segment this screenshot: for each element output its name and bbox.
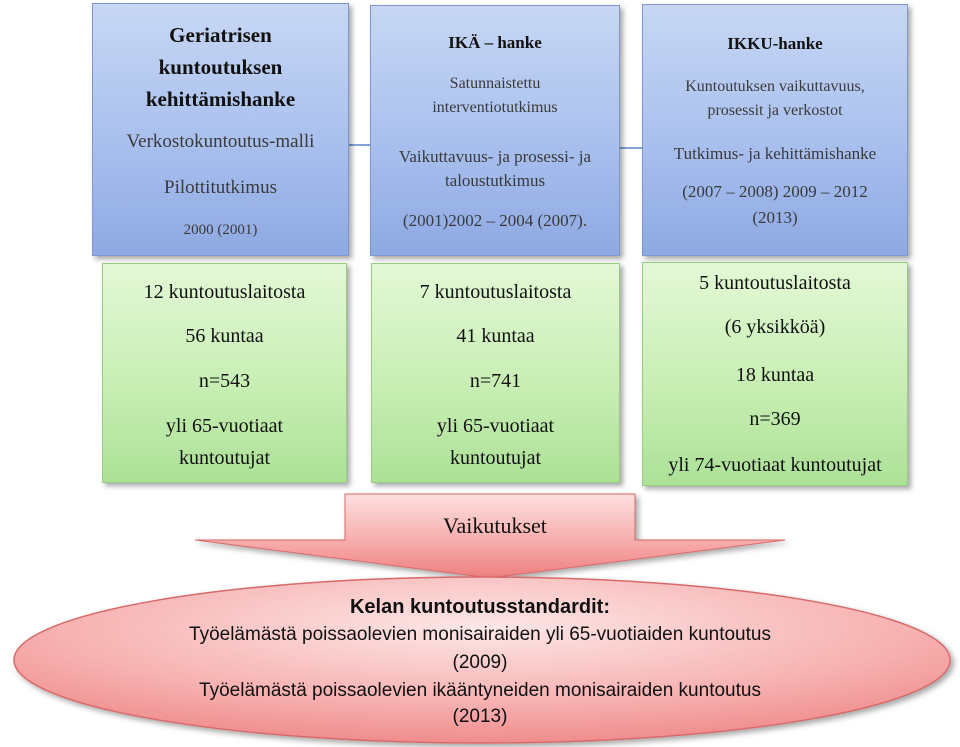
stat-municipalities: 56 kuntaa bbox=[185, 325, 264, 347]
stat-institutions: 5 kuntoutuslaitosta bbox=[699, 272, 851, 294]
standard-year: (2013) bbox=[452, 706, 508, 727]
project-years: (2001)2002 – 2004 (2007). bbox=[402, 211, 588, 230]
project-study-type: prosessit ja verkostot bbox=[707, 102, 843, 119]
project-box-ikku bbox=[642, 4, 908, 256]
stat-municipalities: 18 kuntaa bbox=[735, 364, 815, 386]
standard-item: Työelämästä poissaolevien ikääntyneiden monisairaiden kuntoutus bbox=[199, 680, 761, 701]
project-research-focus: taloustutkimus bbox=[444, 171, 546, 190]
stat-institutions: 12 kuntoutuslaitosta bbox=[143, 281, 306, 303]
project-years: 2000 (2001) bbox=[183, 222, 258, 238]
project-study-type: Pilottitutkimus bbox=[164, 177, 277, 198]
stat-institutions: 7 kuntoutuslaitosta bbox=[419, 281, 572, 303]
project-study-type: interventiotutkimus bbox=[432, 99, 558, 116]
stat-sample-size: n=543 bbox=[198, 370, 251, 392]
standard-year: (2009) bbox=[452, 652, 508, 673]
stat-target-group: yli 74-vuotiaat kuntoutujat bbox=[668, 454, 882, 476]
project-title-line: kuntoutuksen bbox=[158, 55, 283, 79]
project-title-line: kehittämishanke bbox=[145, 87, 296, 111]
standard-item: Työelämästä poissaolevien monisairaiden yli 65-vuotiaiden kuntoutus bbox=[189, 624, 771, 645]
project-study-type: Kuntoutuksen vaikuttavuus, bbox=[685, 78, 865, 95]
stat-target-group: kuntoutujat bbox=[178, 447, 271, 469]
project-study-type: Satunnaistettu bbox=[449, 75, 541, 92]
project-title-line: Geriatrisen bbox=[169, 23, 272, 47]
stats-box-ika bbox=[371, 263, 620, 483]
stat-sample-size: n=741 bbox=[469, 370, 522, 392]
project-model-text: Verkostokuntoutus-malli bbox=[126, 131, 315, 152]
stat-municipalities: 41 kuntaa bbox=[456, 325, 535, 347]
project-years: (2007 – 2008) 2009 – 2012 bbox=[682, 182, 868, 201]
standards-heading: Kelan kuntoutusstandardit: bbox=[349, 596, 610, 618]
stat-sample-size: n=369 bbox=[749, 408, 801, 430]
stats-box-geriatric bbox=[102, 263, 347, 483]
stat-target-group: yli 65-vuotiaat bbox=[436, 415, 555, 437]
stat-units: (6 yksikköä) bbox=[724, 316, 826, 338]
impact-arrow-label: Vaikutukset bbox=[443, 513, 547, 538]
stats-box-ikku bbox=[642, 262, 908, 486]
project-research-focus: Vaikuttavuus- ja prosessi- ja bbox=[398, 147, 592, 166]
project-box-geriatric bbox=[92, 3, 349, 256]
project-research-focus: Tutkimus- ja kehittämishanke bbox=[673, 144, 877, 163]
stat-target-group: kuntoutujat bbox=[449, 447, 542, 469]
project-box-ika bbox=[370, 5, 620, 256]
stat-target-group: yli 65-vuotiaat bbox=[165, 415, 284, 437]
project-title: IKKU-hanke bbox=[727, 34, 823, 53]
project-years: (2013) bbox=[752, 208, 798, 227]
project-title: IKÄ – hanke bbox=[448, 33, 542, 52]
